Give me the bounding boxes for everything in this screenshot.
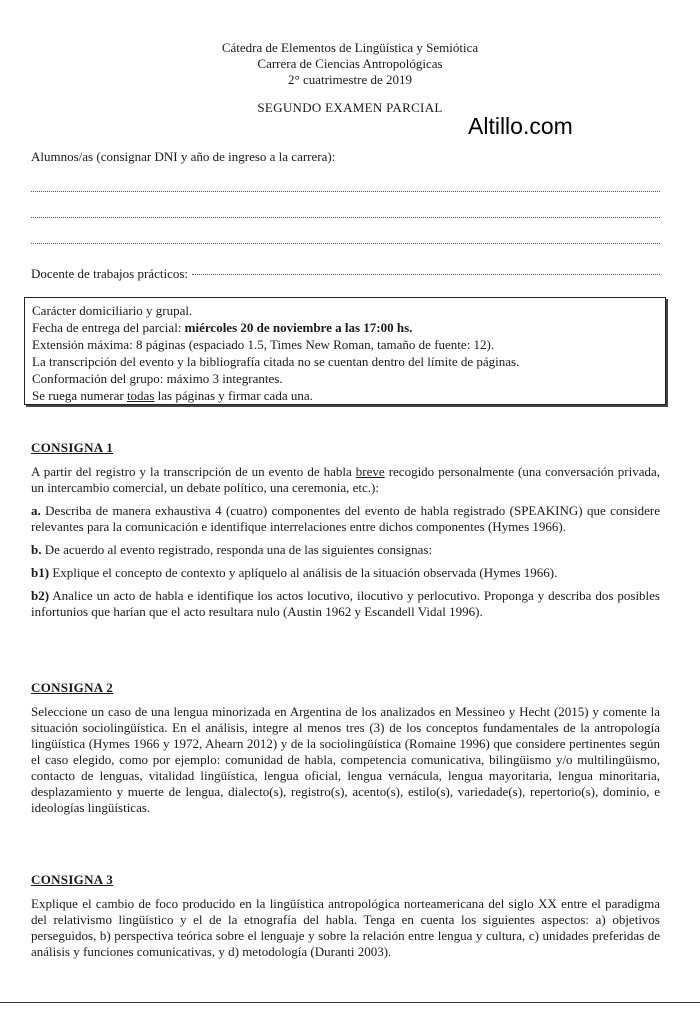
info-box	[24, 297, 666, 405]
students-line-3	[31, 243, 660, 244]
consigna-1-item-b: b. De acuerdo al evento registrado, responda una de las siguientes consignas:	[31, 542, 433, 557]
consigna-1-intro: A partir del registro y la transcripción de un evento de habla breve recogido personalmente (una conversación privada, un intercambio comercial, un debate político, una ceremonia, etc.):	[31, 464, 660, 495]
docente-line	[192, 274, 660, 275]
consigna-2-text: Seleccione un caso de una lengua minorizada en Argentina de los analizados en Messineo y Hecht (2015) y comente la situación sociolingüística. En el análisis, integre al menos tres (3) de los conceptos fundamentales de la antropología lingüística (Hymes 1966 y 1972, Ahearn 2012) y de la sociolingüística (Romaine 1996) que considere pertinentes según el caso elegido, como por ejemplo: comunidad de habla, competencia comunicativa, bilingüismo y/o multilingüismo, contacto de lenguas, vitalidad lingüística, lengua oficial, lengua vernácula, lengua mayoritaria, lengua minoritaria, desplazamiento y muerte de lengua, dialecto(s), registro(s), acento(s), estilo(s), variedade(s), repertorio(s), dominio, e ideologías lingüísticas.	[31, 704, 660, 815]
consigna-3	[31, 872, 660, 967]
consigna-1-item-a: a. Describa de manera exhaustiva 4 (cuatro) componentes del evento de habla registrado (SPEAKING) que considere relevantes para la comunicación e identifique interrelaciones entre dichos componentes (Hymes 1966).	[31, 503, 660, 534]
consigna-3-title: CONSIGNA 3	[31, 872, 114, 887]
info-modality: Carácter domiciliario y grupal.	[32, 303, 193, 318]
docente-row	[31, 266, 660, 282]
students-line-1	[31, 191, 660, 192]
consigna-3-text: Explique el cambio de foco producido en la lingüística antropológica norteamericana del siglo XX entre el paradigma del relativismo lingüístico y el de la etnografía del habla. Tenga en cuenta los siguientes aspectos: a) objetivos perseguidos, b) perspectiva teórica sobre el lenguaje y sobre la relación entre lengua y cultura, c) unidades preferidas de análisis y funciones comunicativas, y d) metodología (Duranti 2003).	[31, 896, 660, 959]
page-bottom-rule	[0, 1002, 700, 1003]
students-line-2	[31, 217, 660, 218]
students-label: Alumnos/as (consignar DNI y año de ingreso a la carrera):	[31, 149, 336, 164]
header-chair: Cátedra de Elementos de Lingüística y Semiótica	[221, 40, 479, 55]
consigna-2-title: CONSIGNA 2	[31, 680, 114, 695]
watermark: Altillo.com	[468, 113, 573, 139]
consigna-1-item-b1: b1) Explique el concepto de contexto y aplíquelo al análisis de la situación observada (Hymes 1966).	[31, 565, 558, 580]
consigna-2	[31, 680, 660, 823]
docente-label: Docente de trabajos prácticos:	[31, 266, 189, 281]
info-exclusions: La transcripción del evento y la bibliografía citada no se cuentan dentro del límite de páginas.	[32, 354, 520, 369]
consigna-1-item-b2: b2) Analice un acto de habla e identifique los actos locutivo, ilocutivo y perlocutivo. Proponga y describa dos posibles infortunios que harían que el acto resultara nulo (Austin 1962 y Escandell Vidal 1996).	[31, 588, 660, 619]
header-career: Carrera de Ciencias Antropológicas	[257, 56, 443, 71]
info-due-date: Fecha de entrega del parcial: miércoles 20 de noviembre a las 17:00 hs.	[32, 320, 413, 335]
consigna-1-title: CONSIGNA 1	[31, 440, 114, 455]
exam-title: SEGUNDO EXAMEN PARCIAL	[257, 100, 443, 115]
header-term: 2° cuatrimestre de 2019	[288, 72, 412, 87]
document-header	[0, 40, 700, 88]
due-date-bold: miércoles 20 de noviembre a las 17:00 hs.	[184, 320, 413, 335]
info-length: Extensión máxima: 8 páginas (espaciado 1.5, Times New Roman, tamaño de fuente: 12).	[32, 337, 495, 352]
info-numbering: Se ruega numerar todas las páginas y firmar cada una.	[32, 388, 313, 403]
info-group: Conformación del grupo: máximo 3 integrantes.	[32, 371, 283, 386]
consigna-1	[31, 440, 660, 627]
